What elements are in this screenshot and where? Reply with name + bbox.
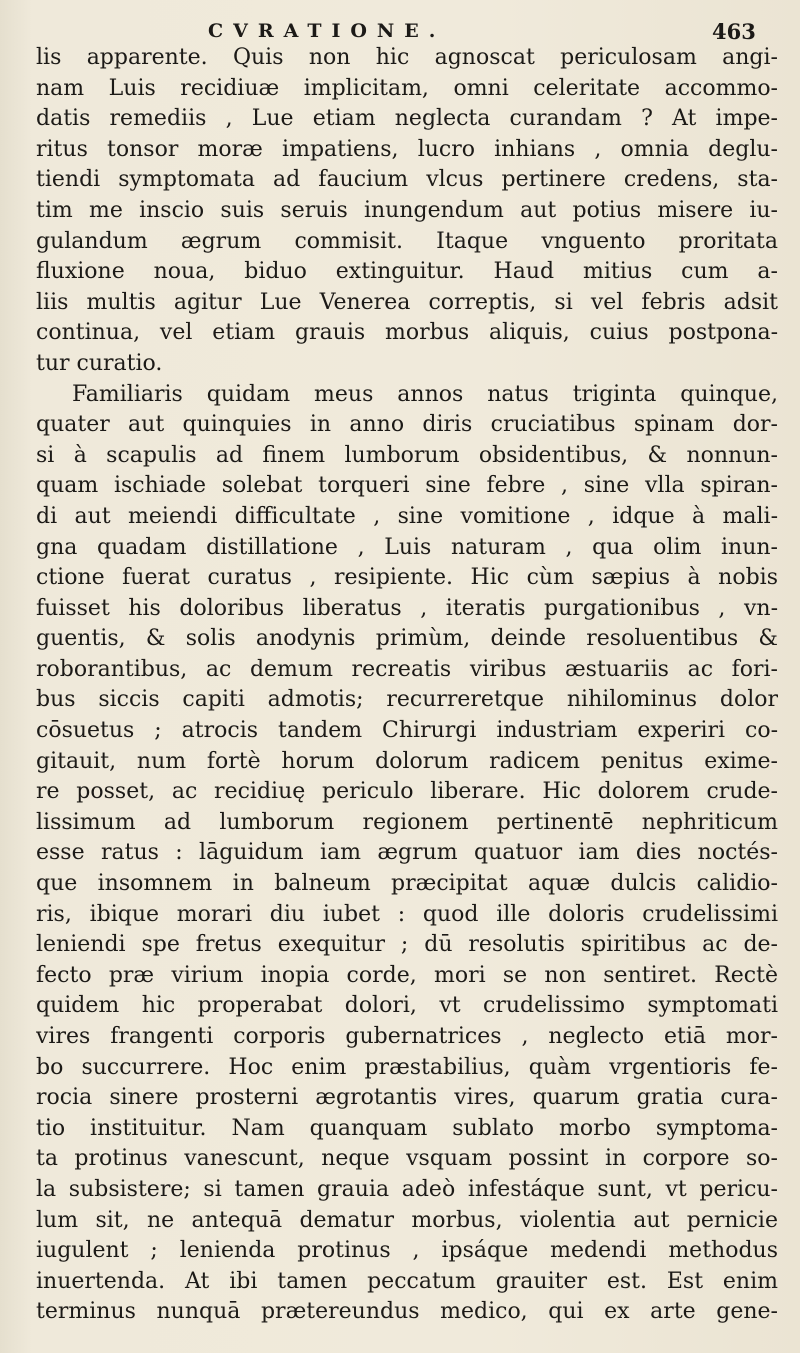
text-line: guentis, & solis anodynis primùm, deinde resoluentibus & [36,626,778,652]
text-line: ta protinus vanescunt, neque vsquam possint in corpore so- [36,1146,778,1172]
text-line: tiendi symptomata ad faucium vlcus pertinere credens, sta- [36,167,778,193]
text-line: di aut meiendi difficultate , sine vomitione , idque à mali- [36,503,778,529]
text-line: lum sit, ne antequā dematur morbus, violentia aut pernicie [36,1207,778,1233]
text-line: quidem hic properabat dolori, vt crudelissimo symptomati [36,993,778,1019]
text-line: roborantibus, ac demum recreatis viribus æstuariis ac fori- [36,656,778,682]
paragraph-2 [36,380,778,1328]
running-head [0,16,800,46]
text-line: bus siccis capiti admotis; recurreretque nihilominus dolor [36,687,778,713]
text-line: ctione fuerat curatus , resipiente. Hic cùm sæpius à nobis [36,565,778,591]
text-line: fecto præ virium inopia corde, mori se non sentiret. Rectè [36,962,778,988]
text-line: que insomnem in balneum præcipitat aquæ dulcis calidio- [36,871,778,897]
text-line: si à scapulis ad finem lumborum obsidentibus, & nonnun- [36,442,778,468]
text-line: bo succurrere. Hoc enim præstabilius, quàm vrgentioris fe- [36,1054,778,1080]
text-line: tur curatio. [36,350,163,376]
text-line: datis remediis , Lue etiam neglecta curandam ? At impe- [36,106,778,132]
text-line: gitauit, num fortè horum dolorum radicem penitus exime- [36,748,778,774]
paragraph-1 [36,43,778,380]
text-line: gna quadam distillatione , Luis naturam , qua olim inun- [36,534,778,560]
text-line: re posset, ac recidiuę periculo liberare. Hic dolorem crude- [36,779,778,805]
text-line: tio instituitur. Nam quanquam sublato morbo symptoma- [36,1115,778,1141]
text-line: fluxione noua, biduo extinguitur. Haud mitius cum a- [36,259,778,285]
text-line: gulandum ægrum commisit. Itaque vnguento proritata [36,228,778,254]
text-line: liis multis agitur Lue Venerea correptis, si vel febris adsit [36,289,778,315]
text-line: iugulent ; lenienda protinus , ipsáque medendi methodus [36,1238,778,1264]
text-line: tim me inscio suis seruis inungendum aut potius misere iu- [36,197,778,223]
text-line: lissimum ad lumborum regionem pertinentē nephriticum [36,809,778,835]
text-line: ris, ibique morari diu iubet : quod ille doloris crudelissimi [36,901,778,927]
text-line: continua, vel etiam grauis morbus aliquis, cuius postpona- [36,320,778,346]
text-line: inuertenda. At ibi tamen peccatum grauiter est. Est enim [36,1268,778,1294]
text-line: nam Luis recidiuæ implicitam, omni celeritate accommo- [36,75,778,101]
text-line: rocia sinere prosterni ægrotantis vires, quarum gratia cura- [36,1085,778,1111]
page-number: 463 [712,19,756,44]
text-line: terminus nunquā prætereundus medico, qui ex arte gene- [36,1299,778,1325]
text-line: ritus tonsor moræ impatiens, lucro inhians , omnia deglu- [36,136,778,162]
text-line: esse ratus : lāguidum iam ægrum quatuor iam dies noctés- [36,840,778,866]
text-line: la subsistere; si tamen grauia adeò infestáque sunt, vt pericu- [36,1176,778,1202]
text-line: fuisset his doloribus liberatus , iteratis purgationibus , vn- [36,595,778,621]
body-text [36,43,778,1328]
text-line: vires frangenti corporis gubernatrices , neglecto etiā mor- [36,1024,778,1049]
text-line: quater aut quinquies in anno diris cruciatibus spinam dor- [36,412,778,438]
running-title: CVRATIONE. [208,20,446,42]
text-line: Familiaris quidam meus annos natus triginta quinque, [72,381,778,407]
text-line: lis apparente. Quis non hic agnoscat periculosam angi- [36,45,778,70]
text-line: leniendi spe fretus exequitur ; dū resolutis spiritibus ac de- [36,932,778,958]
text-line: quam ischiade solebat torqueri sine febre , sine vlla spiran- [36,473,778,499]
text-line: cōsuetus ; atrocis tandem Chirurgi industriam experiri co- [36,718,778,744]
